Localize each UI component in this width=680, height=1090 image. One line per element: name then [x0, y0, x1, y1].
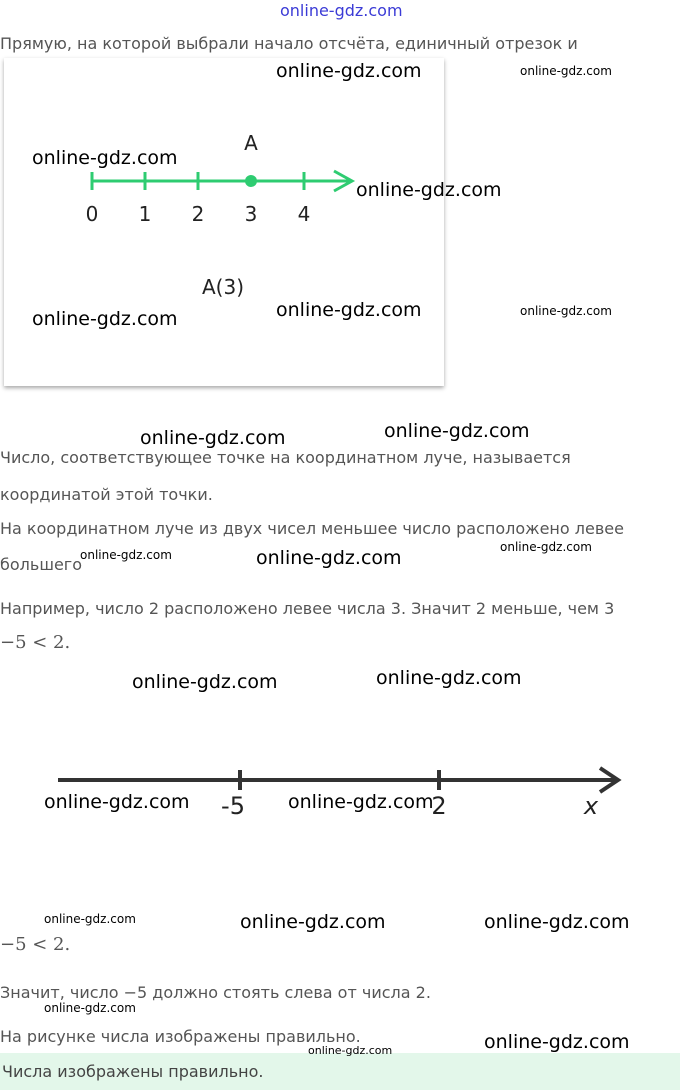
- answer-box: [0, 1053, 680, 1090]
- watermark: online-gdz.com: [276, 60, 422, 82]
- example-text: Например, число 2 расположено левее числа 3. Значит 2 меньше, чем 3: [0, 599, 615, 618]
- coordinate-label: A(3): [201, 275, 245, 299]
- label-2: 2: [431, 792, 447, 820]
- watermark: online-gdz.com: [288, 791, 434, 813]
- watermark: online-gdz.com: [484, 911, 630, 933]
- ray-tick-label: 0: [85, 202, 99, 226]
- watermark: online-gdz.com: [276, 299, 422, 321]
- point-a-label: A: [244, 131, 258, 155]
- intro-text: Прямую, на которой выбрали начало отсчёта, единичный отрезок и: [0, 34, 578, 53]
- watermark: online-gdz.com: [256, 547, 402, 569]
- ray-tick-label: 3: [244, 202, 258, 226]
- watermark: online-gdz.com: [44, 791, 190, 813]
- rule-line-2: большего: [0, 555, 82, 574]
- watermark: online-gdz.com: [140, 427, 286, 449]
- definition-line-2: координатой этой точки.: [0, 485, 213, 504]
- ray-tick-label: 1: [138, 202, 152, 226]
- watermark: online-gdz.com: [32, 308, 178, 330]
- coordinate-ray-figure: [4, 58, 444, 386]
- rule-line-1: На координатном луче из двух чисел меньшее число расположено левее: [0, 519, 624, 538]
- point-a: [245, 175, 257, 187]
- watermark: online-gdz.com: [520, 304, 612, 318]
- watermark: online-gdz.com: [44, 912, 136, 926]
- definition-line-1: Число, соответствующее точке на координатном луче, называется: [0, 448, 571, 467]
- ray-tick-label: 4: [297, 202, 311, 226]
- watermark: online-gdz.com: [356, 179, 502, 201]
- answer-text: Числа изображены правильно.: [2, 1062, 264, 1081]
- label-minus-5: -5: [221, 792, 245, 820]
- correct-text: На рисунке числа изображены правильно.: [0, 1027, 361, 1046]
- watermark: online-gdz.com: [80, 548, 172, 562]
- watermark: online-gdz.com: [484, 1031, 630, 1053]
- ray-tick-label: 2: [191, 202, 205, 226]
- watermark: online-gdz.com: [384, 420, 530, 442]
- therefore-text: Значит, число −5 должно стоять слева от числа 2.: [0, 983, 431, 1002]
- watermark: online-gdz.com: [376, 667, 522, 689]
- watermark: online-gdz.com: [240, 911, 386, 933]
- watermark: online-gdz.com: [308, 1044, 393, 1057]
- watermark: online-gdz.com: [520, 64, 612, 78]
- inequality-1: −5 < 2.: [0, 632, 71, 653]
- inequality-2: −5 < 2.: [0, 934, 71, 955]
- watermark: online-gdz.com: [132, 671, 278, 693]
- watermark: online-gdz.com: [44, 1001, 136, 1015]
- coordinate-ray-card: [4, 58, 444, 386]
- watermark: online-gdz.com: [500, 540, 592, 554]
- watermark: online-gdz.com: [32, 147, 178, 169]
- watermark-top: online-gdz.com: [280, 1, 403, 20]
- axis-label-x: x: [583, 792, 599, 820]
